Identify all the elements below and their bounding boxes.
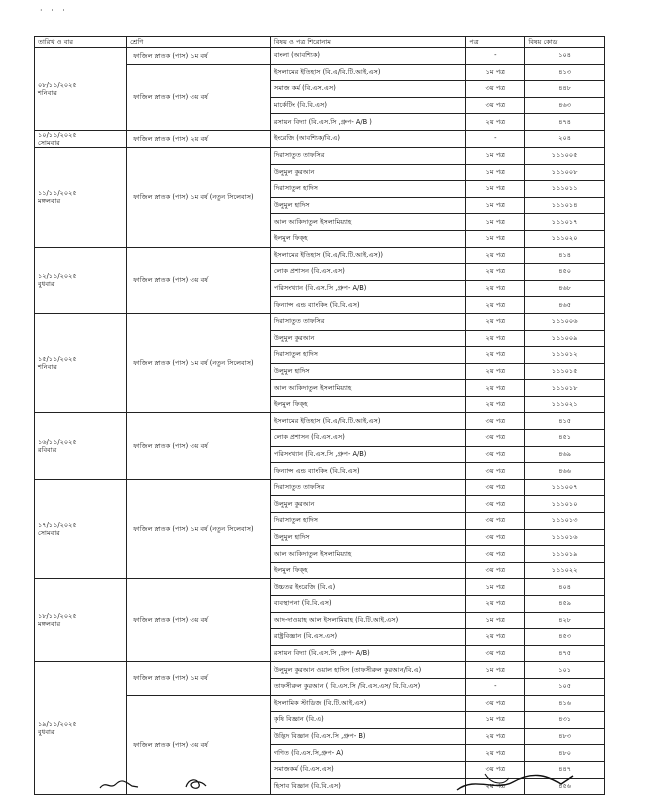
subject-code: ৪২৮: [525, 612, 605, 629]
paper-number: ১ম পত্র: [466, 662, 525, 679]
subject-code: ১১১০১১: [525, 181, 605, 198]
class-level: ফাজিল স্নাতক (পাস) ১ম বর্ষ (নতুন সিলেবাস): [127, 147, 271, 247]
subject-title: উলুমুল হাদিস: [270, 197, 466, 214]
subject-title: সমাজ কর্ম (বি.এস.এস): [270, 81, 466, 98]
signature-2: [183, 775, 209, 793]
class-level: ফাজিল স্নাতক (পাস) ৩য় বর্ষ: [127, 579, 271, 662]
subject-code: ১১১০১২: [525, 347, 605, 364]
table-row: [35, 247, 605, 264]
paper-number: -: [466, 48, 525, 65]
subject-title: কৃষি বিজ্ঞান (বি.এ): [270, 712, 466, 729]
subject-code: ১১১০২১: [525, 396, 605, 413]
subject-code: ৪১৩: [525, 64, 605, 81]
exam-date: ১৬/১১/২০২৫: [38, 438, 77, 447]
paper-number: ২য় পত্র: [466, 778, 525, 795]
header-subject: বিষয় ও পত্র শিরোনাম: [270, 37, 466, 48]
subject-title: লোক প্রশাসন (বি.এস.এস): [270, 430, 466, 447]
header-level: শ্রেণি: [127, 37, 271, 48]
paper-number: ২য় পত্র: [466, 347, 525, 364]
exam-date: ১৯/১১/২০২৫: [38, 720, 77, 729]
subject-code: ১০১: [525, 662, 605, 679]
exam-day: সোমবার: [38, 529, 60, 538]
exam-day: শনিবার: [38, 88, 57, 97]
subject-title: ইসলামের ইতিহাস (বি.এ/বি.টি.আই.এস): [270, 64, 466, 81]
exam-date: ০৮/১১/২০২৫: [38, 80, 77, 89]
subject-code: ৪৪৭: [525, 761, 605, 778]
subject-code: ১১১০২২: [525, 562, 605, 579]
table-row: [35, 413, 605, 430]
subject-title: উলুমুল হাদিস: [270, 363, 466, 380]
subject-code: ৪৭৫: [525, 645, 605, 662]
exam-day: শনিবার: [38, 363, 57, 372]
subject-code: ১১১০১৫: [525, 363, 605, 380]
subject-title: তাফসীরুল কুরআন ( বি.এস.সি /বি.এস.এস/ বি.বি.এস): [270, 678, 466, 695]
paper-number: ৩য় পত্র: [466, 546, 525, 563]
class-level: ফাজিল স্নাতক (পাস) ১ম বর্ষ (নতুন সিলেবাস): [127, 479, 271, 579]
subject-title: সমাজকর্ম (বি.এস.এস): [270, 761, 466, 778]
paper-number: ২য় পত্র: [466, 114, 525, 131]
subject-title: আল আকিদাতুল ইসলামিয়্যাহ: [270, 214, 466, 231]
subject-title: উলুমুল কুরআন: [270, 496, 466, 513]
subject-title: রসায়ন বিদ্যা (বি.এস.সি ,গ্রুপ- A/B ): [270, 114, 466, 131]
paper-number: ২য় পত্র: [466, 247, 525, 264]
exam-day: বুধবার: [38, 728, 55, 737]
class-level: ফাজিল স্নাতক (পাস) ৩য় বর্ষ: [127, 695, 271, 795]
signature-3: [455, 770, 575, 794]
exam-day: সোমবার: [38, 138, 60, 147]
subject-code: ১১১০০৫: [525, 147, 605, 164]
subject-title: ইংরেজি (আবশ্যিক/বি.এ): [270, 130, 466, 147]
subject-code: ৪৬৯: [525, 446, 605, 463]
subject-code: ১১১০০৯: [525, 330, 605, 347]
class-level: ফাজিল স্নাতক (পাস) ১ম বর্ষ: [127, 662, 271, 695]
table-row: [35, 313, 605, 330]
subject-title: পরিসংখ্যান (বি.এস.সি ,গ্রুপ- A/B): [270, 446, 466, 463]
exam-date-cell: [35, 147, 127, 247]
paper-number: ৩য় পত্র: [466, 529, 525, 546]
subject-code: ৪৫৬: [525, 778, 605, 795]
subject-title: বাংলা (আবশ্যিক): [270, 48, 466, 65]
subject-code: ৪৫০: [525, 264, 605, 281]
paper-number: ২য় পত্র: [466, 380, 525, 397]
exam-date: ১৮/১১/২০২৫: [38, 612, 77, 621]
exam-date: ১১/১১/২০২৫: [38, 189, 77, 198]
class-level: ফাজিল স্নাতক (পাস) ১ম বর্ষ (নতুন সিলেবাস): [127, 313, 271, 413]
subject-title: গণিত (বি.এস.সি,গ্রুপ- A): [270, 745, 466, 762]
subject-code: ৪৮৩: [525, 728, 605, 745]
subject-code: ৪৫৯: [525, 596, 605, 613]
subject-code: ১১১০১৩: [525, 513, 605, 530]
subject-title: হিসাব বিজ্ঞান (বি.বি.এস): [270, 778, 466, 795]
subject-code: ৪৮০: [525, 745, 605, 762]
subject-code: ১১১০১৪: [525, 197, 605, 214]
exam-day: বুধবার: [38, 280, 55, 289]
class-level: ফাজিল স্নাতক (পাস) ১ম বর্ষ: [127, 48, 271, 65]
subject-title: উলুমুল কুরআন ওয়াল হাদিস (তাফসীরুল কুরআন/বি.এ): [270, 662, 466, 679]
subject-code: ৪৬৮: [525, 280, 605, 297]
subject-title: মার্কেটিং (বি.বি.এস): [270, 97, 466, 114]
paper-number: ২য় পত্র: [466, 313, 525, 330]
subject-title: দিরাসাতুত তাফসির: [270, 479, 466, 496]
scan-specks: · · ·: [40, 6, 68, 15]
subject-code: ৪১৪: [525, 247, 605, 264]
paper-number: ২য় পত্র: [466, 264, 525, 281]
subject-code: ২০৪: [525, 130, 605, 147]
paper-number: ২য় পত্র: [466, 728, 525, 745]
subject-title: পরিসংখ্যান (বি.এস.সি ,গ্রুপ- A/B): [270, 280, 466, 297]
subject-code: ৪৩১: [525, 712, 605, 729]
paper-number: ৩য় পত্র: [466, 430, 525, 447]
paper-number: ১ম পত্র: [466, 579, 525, 596]
exam-date: ১২/১১/২০২৫: [38, 272, 77, 281]
paper-number: ১ম পত্র: [466, 230, 525, 247]
paper-number: ২য় পত্র: [466, 396, 525, 413]
class-level: ফাজিল স্নাতক (পাস) ২য় বর্ষ: [127, 130, 271, 147]
subject-code: ১১১০১৭: [525, 214, 605, 231]
subject-code: ১১১০১৬: [525, 529, 605, 546]
class-level: ফাজিল স্নাতক (পাস) ৩য় বর্ষ: [127, 64, 271, 130]
subject-title: আল আকিদাতুল ইসলামিয়্যাহ: [270, 546, 466, 563]
subject-title: ফিন্যান্স এন্ড ব্যাংকিং (বি.বি.এস): [270, 297, 466, 314]
subject-code: ৪৬৫: [525, 297, 605, 314]
paper-number: ১ম পত্র: [466, 181, 525, 198]
table-row: [35, 48, 605, 65]
subject-code: ১১১০২০: [525, 230, 605, 247]
subject-code: ৪১৫: [525, 413, 605, 430]
subject-title: ইসলামিক স্টাডিজ (বি.টি.আই.এস): [270, 695, 466, 712]
exam-date-cell: [35, 579, 127, 662]
subject-title: ব্যবস্থাপনা (বি.বি.এস): [270, 596, 466, 613]
table-row: [35, 130, 605, 147]
header-date: তারিখ ও বার: [35, 37, 127, 48]
exam-date-cell: [35, 130, 127, 147]
table-row: [35, 579, 605, 596]
exam-date-cell: [35, 313, 127, 413]
subject-title: আল আকিদাতুল ইসলামিয়্যাহ: [270, 380, 466, 397]
paper-number: ১ম পত্র: [466, 64, 525, 81]
paper-number: ৩য় পত্র: [466, 413, 525, 430]
subject-title: ফিন্যান্স এন্ড ব্যাংকিং (বি.বি.এস): [270, 463, 466, 480]
paper-number: ২য় পত্র: [466, 745, 525, 762]
exam-date: ১০/১১/২০২৫: [38, 130, 77, 139]
table-row: [35, 479, 605, 496]
exam-date: ১৭/১১/২০২৫: [38, 521, 77, 530]
exam-date-cell: [35, 48, 127, 131]
paper-number: ২য় পত্র: [466, 280, 525, 297]
paper-number: ২য় পত্র: [466, 297, 525, 314]
subject-code: ১০৫: [525, 678, 605, 695]
class-level: ফাজিল স্নাতক (পাস) ৩য় বর্ষ: [127, 247, 271, 313]
subject-code: ৪০৪: [525, 579, 605, 596]
paper-number: ১ম পত্র: [466, 214, 525, 231]
subject-code: ১০৪: [525, 48, 605, 65]
subject-title: দিরাসাতুল হাদিস: [270, 347, 466, 364]
paper-number: ১ম পত্র: [466, 147, 525, 164]
exam-day: মঙ্গলবার: [38, 620, 61, 629]
paper-number: ২য় পত্র: [466, 596, 525, 613]
paper-number: ৩য় পত্র: [466, 695, 525, 712]
subject-title: ইলমুল ফিক্‌হ: [270, 230, 466, 247]
table-header-row: [35, 37, 605, 48]
subject-title: আদ-দাওয়াহ আল ইসলামিয়াহ (বি.টি.আই.এস): [270, 612, 466, 629]
subject-title: দিরাসাতুল হাদিস: [270, 513, 466, 530]
paper-number: ২য় পত্র: [466, 363, 525, 380]
header-code: বিষয় কোড: [525, 37, 605, 48]
subject-code: ৪৫৩: [525, 629, 605, 646]
exam-date-cell: [35, 413, 127, 479]
exam-day: রবিবার: [38, 446, 57, 455]
paper-number: ২য় পত্র: [466, 629, 525, 646]
subject-title: রসায়ন বিদ্যা (বি.এস.সি ,গ্রুপ- A/B): [270, 645, 466, 662]
signature-1: [98, 778, 140, 792]
subject-code: ৪৬৬: [525, 463, 605, 480]
exam-date-cell: [35, 479, 127, 579]
subject-title: দিরাসাতুত তাফসির: [270, 147, 466, 164]
exam-date-cell: [35, 662, 127, 795]
exam-schedule-sheet: [34, 36, 605, 795]
subject-title: রাষ্ট্রবিজ্ঞান (বি.এস.এস): [270, 629, 466, 646]
class-level: ফাজিল স্নাতক (পাস) ৩য় বর্ষ: [127, 413, 271, 479]
subject-code: ১১১০০৭: [525, 479, 605, 496]
subject-code: ১১১০০৮: [525, 164, 605, 181]
paper-number: ৩য় পত্র: [466, 496, 525, 513]
paper-number: ৩য় পত্র: [466, 463, 525, 480]
exam-routine-table: [34, 36, 605, 795]
paper-number: ৩য় পত্র: [466, 645, 525, 662]
paper-number: ৩য় পত্র: [466, 761, 525, 778]
exam-date-cell: [35, 247, 127, 313]
paper-number: ১ম পত্র: [466, 612, 525, 629]
table-body: [35, 48, 605, 795]
subject-code: ১১১০১৯: [525, 546, 605, 563]
subject-title: ইসলামের ইতিহাস (বি.এ/বি.টি.আই.এস): [270, 413, 466, 430]
paper-number: ৩য় পত্র: [466, 97, 525, 114]
paper-number: ১ম পত্র: [466, 712, 525, 729]
subject-code: ১১১০০৬: [525, 313, 605, 330]
subject-code: ৪১৬: [525, 695, 605, 712]
subject-title: ইলমুল ফিক্‌হ: [270, 562, 466, 579]
header-paper: পত্র: [466, 37, 525, 48]
paper-number: ৩য় পত্র: [466, 479, 525, 496]
paper-number: ৩য় পত্র: [466, 446, 525, 463]
paper-number: ৩য় পত্র: [466, 562, 525, 579]
subject-title: ইসলামের ইতিহাস (বি.এ/বি.টি.আই.এস)): [270, 247, 466, 264]
paper-number: ৩য় পত্র: [466, 81, 525, 98]
paper-number: ১ম পত্র: [466, 164, 525, 181]
subject-title: উলুমুল কুরআন: [270, 330, 466, 347]
subject-title: দিরাসাতুল হাদিস: [270, 181, 466, 198]
paper-number: ২য় পত্র: [466, 330, 525, 347]
paper-number: -: [466, 678, 525, 695]
subject-code: ৪৪৮: [525, 81, 605, 98]
subject-code: ১১১০১৮: [525, 380, 605, 397]
subject-title: ইলমুল ফিক্‌হ: [270, 396, 466, 413]
exam-date: ১৫/১১/২০২৫: [38, 355, 77, 364]
subject-code: ১১১০১০: [525, 496, 605, 513]
subject-code: ৪৭৪: [525, 114, 605, 131]
paper-number: ১ম পত্র: [466, 197, 525, 214]
subject-title: উলুমুল হাদিস: [270, 529, 466, 546]
subject-code: ৪৬৩: [525, 97, 605, 114]
exam-day: মঙ্গলবার: [38, 197, 61, 206]
subject-title: উদ্ভিদ বিজ্ঞান (বি.এস.সি ,গ্রুপ- B): [270, 728, 466, 745]
subject-code: ৪৫১: [525, 430, 605, 447]
table-row: [35, 662, 605, 679]
table-row: [35, 147, 605, 164]
paper-number: -: [466, 130, 525, 147]
subject-title: উলুমুল কুরআন: [270, 164, 466, 181]
subject-title: দিরাসাতুত তাফসির: [270, 313, 466, 330]
subject-title: উচ্চতর ইংরেজি (বি.এ): [270, 579, 466, 596]
subject-title: লোক প্রশাসন (বি.এস.এস): [270, 264, 466, 281]
paper-number: ৩য় পত্র: [466, 513, 525, 530]
